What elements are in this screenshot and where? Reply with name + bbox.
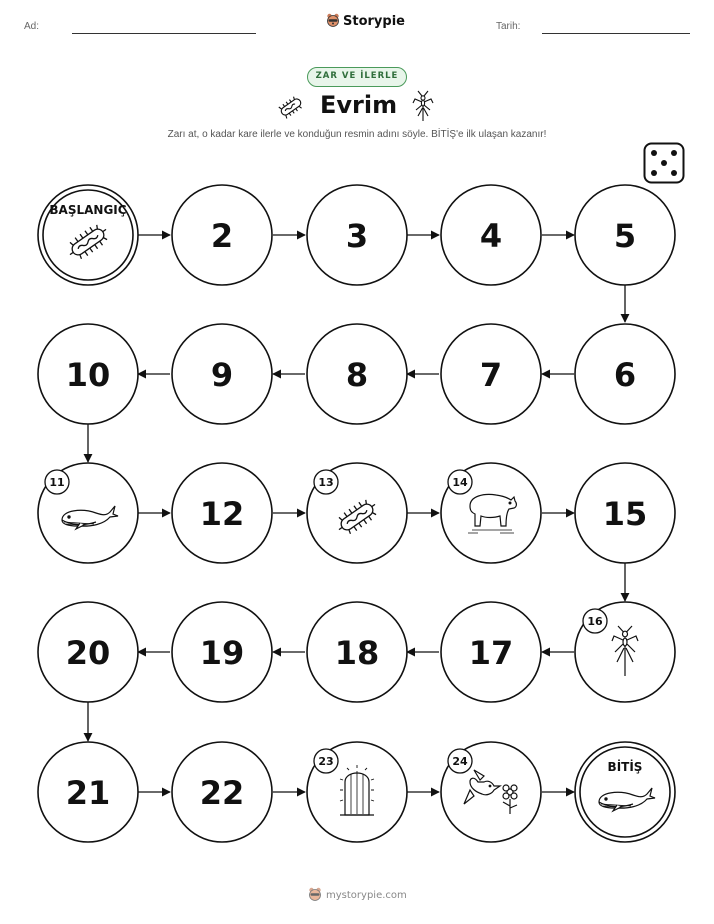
cell-number: 15 bbox=[602, 495, 648, 533]
cell-11[interactable] bbox=[38, 463, 138, 563]
cell-number: 22 bbox=[199, 774, 245, 812]
finish-label: BİTİŞ bbox=[607, 760, 643, 774]
game-type-badge: ZAR VE İLERLE bbox=[307, 67, 407, 87]
cell-number-badge: 13 bbox=[318, 476, 334, 489]
cell-19[interactable] bbox=[172, 602, 272, 702]
cell-20[interactable] bbox=[38, 602, 138, 702]
cell-number-badge: 14 bbox=[452, 476, 468, 489]
cell-6[interactable] bbox=[575, 324, 675, 424]
cell-number-badge: 24 bbox=[452, 755, 468, 768]
mascot-icon bbox=[308, 887, 322, 903]
cell-number-badge: 23 bbox=[318, 755, 334, 768]
cell-8[interactable] bbox=[307, 324, 407, 424]
start-label: BAŞLANGIÇ bbox=[49, 203, 127, 217]
cell-number-badge: 11 bbox=[49, 476, 65, 489]
cell-number: 7 bbox=[479, 356, 503, 394]
cell-4[interactable] bbox=[441, 185, 541, 285]
cell-number: 18 bbox=[334, 634, 380, 672]
cell-15[interactable] bbox=[575, 463, 675, 563]
cell-14[interactable] bbox=[441, 463, 541, 563]
finish-cell[interactable] bbox=[575, 742, 675, 842]
cell-number: 12 bbox=[199, 495, 245, 533]
footer-site[interactable]: mystorypie.com bbox=[326, 889, 407, 901]
cell-number: 3 bbox=[345, 217, 369, 255]
cell-13[interactable] bbox=[307, 463, 407, 563]
date-label: Tarih: bbox=[496, 21, 521, 32]
cell-number: 19 bbox=[199, 634, 245, 672]
cell-number: 9 bbox=[210, 356, 234, 394]
cell-number: 21 bbox=[65, 774, 111, 812]
cell-12[interactable] bbox=[172, 463, 272, 563]
cell-24[interactable] bbox=[441, 742, 541, 842]
cell-number: 20 bbox=[65, 634, 111, 672]
cell-18[interactable] bbox=[307, 602, 407, 702]
cell-22[interactable] bbox=[172, 742, 272, 842]
cell-number: 10 bbox=[65, 356, 111, 394]
cell-number: 5 bbox=[613, 217, 637, 255]
start-cell[interactable] bbox=[38, 185, 138, 285]
cell-16[interactable] bbox=[575, 602, 675, 702]
cell-7[interactable] bbox=[441, 324, 541, 424]
cell-21[interactable] bbox=[38, 742, 138, 842]
instructions-text: Zarı at, o kadar kare ilerle ve konduğun resmin adını söyle. BİTİŞ'e ilk ulaşan kazanır! bbox=[167, 129, 547, 140]
cell-2[interactable] bbox=[172, 185, 272, 285]
cell-number: 4 bbox=[479, 217, 503, 255]
cell-9[interactable] bbox=[172, 324, 272, 424]
cell-number: 6 bbox=[613, 356, 637, 394]
cell-23[interactable] bbox=[307, 742, 407, 842]
cell-17[interactable] bbox=[441, 602, 541, 702]
footer bbox=[308, 887, 407, 903]
cell-number: 17 bbox=[468, 634, 514, 672]
brand-name: Storypie bbox=[343, 13, 405, 29]
page-title: Evrim bbox=[320, 91, 398, 119]
cell-10[interactable] bbox=[38, 324, 138, 424]
name-label: Ad: bbox=[24, 21, 40, 32]
cell-number: 8 bbox=[345, 356, 369, 394]
cell-number-badge: 16 bbox=[587, 615, 603, 628]
cell-5[interactable] bbox=[575, 185, 675, 285]
cell-number: 2 bbox=[210, 217, 234, 255]
cell-3[interactable] bbox=[307, 185, 407, 285]
